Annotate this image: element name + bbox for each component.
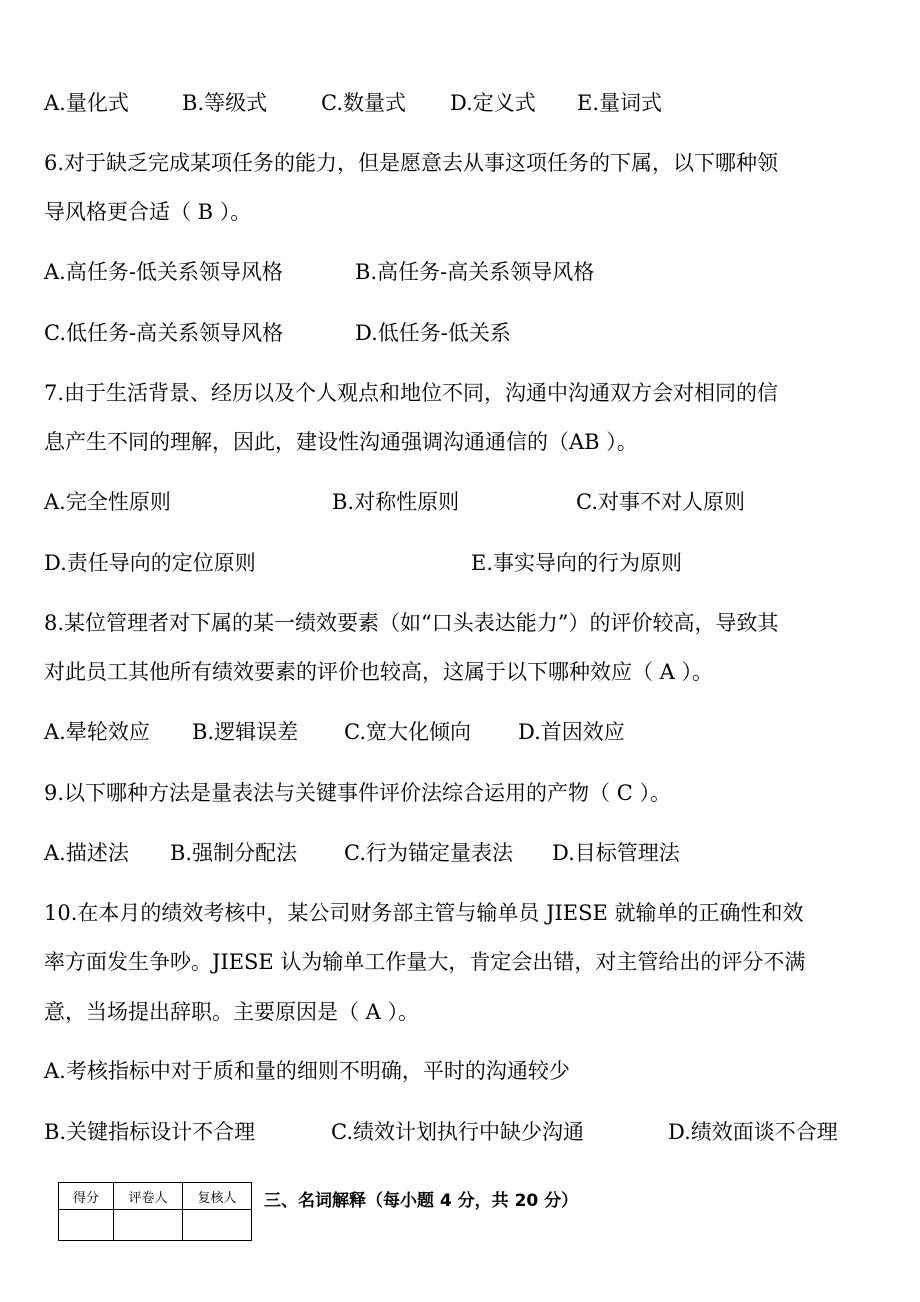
q10-stem-line3: 意，当场提出辞职。主要原因是（ A ）。 xyxy=(44,1000,420,1024)
q8-option-d: D.首因效应 xyxy=(518,720,625,744)
q9-option-b: B.强制分配法 xyxy=(170,841,298,865)
q7-option-a: A.完全性原则 xyxy=(44,490,171,514)
q9-option-d: D.目标管理法 xyxy=(552,841,680,865)
q6-option-b: B.高任务-高关系领导风格 xyxy=(355,260,595,284)
q7-option-d: D.责任导向的定位原则 xyxy=(44,551,256,575)
q6-option-c: C.低任务-高关系领导风格 xyxy=(44,321,284,345)
q9-option-a: A.描述法 xyxy=(44,841,129,865)
reviewer-cell xyxy=(183,1210,252,1241)
q7-stem-line1: 7.由于生活背景、经历以及个人观点和地位不同，沟通中沟通双方会对相同的信 xyxy=(44,381,779,405)
score-cell xyxy=(59,1210,114,1241)
q10-option-a: A.考核指标中对于质和量的细则不明确，平时的沟通较少 xyxy=(44,1059,570,1083)
q7-option-c: C.对事不对人原则 xyxy=(576,490,745,514)
q7-stem-line2: 息产生不同的理解，因此，建设性沟通强调沟通通信的（AB ）。 xyxy=(44,430,638,454)
q10-option-c: C.绩效计划执行中缺少沟通 xyxy=(331,1120,584,1144)
q8-option-a: A.晕轮效应 xyxy=(44,720,150,744)
q6-stem-line2: 导风格更合适（ B ）。 xyxy=(44,200,252,224)
grader-cell xyxy=(114,1210,183,1241)
score-table xyxy=(58,1182,252,1241)
score-header-grader: 评卷人 xyxy=(114,1183,183,1210)
q8-stem-line2: 对此员工其他所有绩效要素的评价也较高，这属于以下哪种效应（ A ）。 xyxy=(44,660,714,684)
q6-option-a: A.高任务-低关系领导风格 xyxy=(44,260,283,284)
q8-stem-line1: 8.某位管理者对下属的某一绩效要素（如“口头表达能力”）的评价较高，导致其 xyxy=(44,611,779,635)
q6-option-d: D.低任务-低关系 xyxy=(355,321,511,345)
q10-stem-line2: 率方面发生争吵。JIESE 认为输单工作量大，肯定会出错，对主管给出的评分不满 xyxy=(44,950,806,974)
section-3-title: 三、名词解释（每小题 4 分，共 20 分） xyxy=(264,1191,579,1211)
q5-option-a: A.量化式 xyxy=(44,91,129,115)
q10-option-b: B.关键指标设计不合理 xyxy=(44,1120,256,1144)
q5-option-b: B.等级式 xyxy=(182,91,268,115)
q6-stem-line1: 6.对于缺乏完成某项任务的能力，但是愿意去从事这项任务的下属，以下哪种领 xyxy=(44,151,779,175)
q7-option-e: E.事实导向的行为原则 xyxy=(471,551,683,575)
q7-option-b: B.对称性原则 xyxy=(332,490,460,514)
score-header-reviewer: 复核人 xyxy=(183,1183,252,1210)
q5-option-d: D.定义式 xyxy=(450,91,536,115)
q8-option-b: B.逻辑误差 xyxy=(192,720,299,744)
q5-option-e: E.量词式 xyxy=(577,91,663,115)
q5-option-c: C.数量式 xyxy=(321,91,406,115)
q9-option-c: C.行为锚定量表法 xyxy=(344,841,513,865)
q10-stem-line1: 10.在本月的绩效考核中，某公司财务部主管与输单员 JIESE 就输单的正确性和效 xyxy=(44,901,804,925)
score-table-header-row xyxy=(59,1183,252,1210)
score-table-input-row xyxy=(59,1210,252,1241)
q10-option-d: D.绩效面谈不合理 xyxy=(668,1120,838,1144)
score-header-score: 得分 xyxy=(59,1183,114,1210)
q8-option-c: C.宽大化倾向 xyxy=(344,720,471,744)
q9-stem-line1: 9.以下哪种方法是量表法与关键事件评价法综合运用的产物（ C ）。 xyxy=(44,781,671,805)
